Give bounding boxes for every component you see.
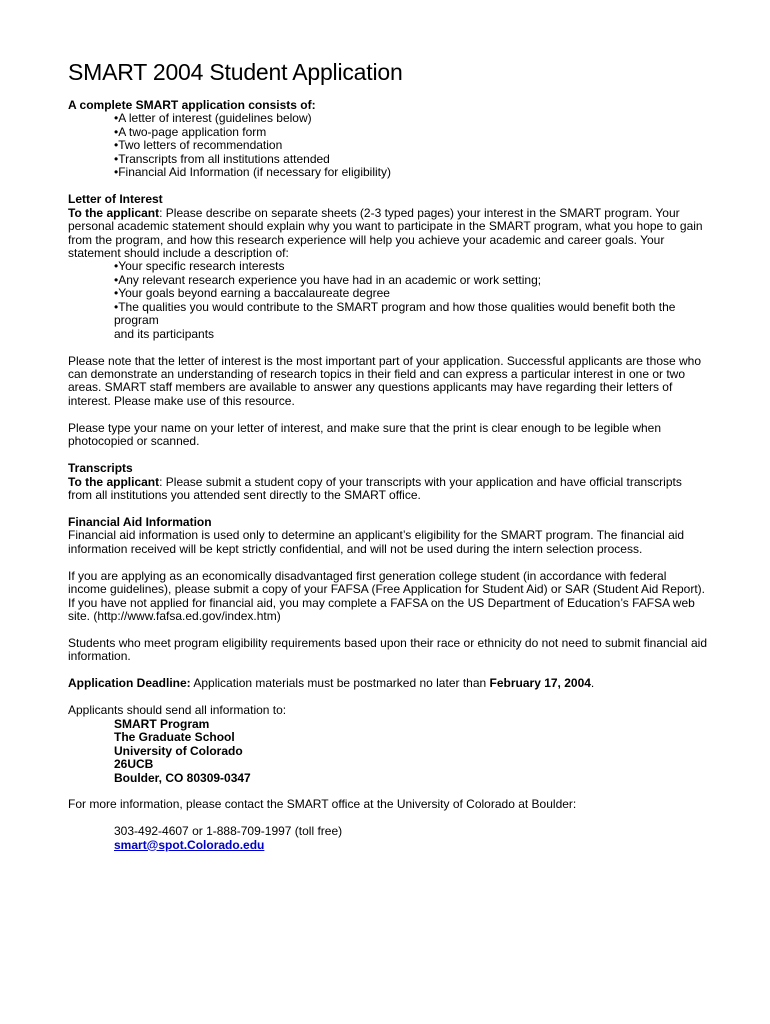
list-item: • Financial Aid Information (if necessary for eligibility) <box>114 166 708 179</box>
requirements-heading: A complete SMART application consists of: <box>68 98 316 112</box>
list-item: • A two-page application form <box>114 126 708 139</box>
list-item: • Your specific research interests <box>114 260 708 273</box>
address-line: SMART Program <box>114 716 210 731</box>
contact-phone: 303-492-4607 or 1-888-709-1997 (toll free) <box>114 824 343 839</box>
contact-email-link[interactable]: smart@spot.Colorado.edu <box>114 837 265 852</box>
letter-list <box>68 260 708 327</box>
financial-paragraph: Financial aid information is used only to determine an applicant’s eligibility for the SMART program. The financial aid information received will be kept strictly confidential, and will not be used during the intern selection process. <box>68 528 685 556</box>
list-item: • The qualities you would contribute to the SMART program and how those qualities would benefit both the program <box>114 301 708 328</box>
financial-paragraph: Students who meet program eligibility requirements based upon their race or ethnicity do not need to submit financial aid information. <box>68 636 708 664</box>
deadline: Application Deadline: Application materials must be postmarked no later than February 17, 2004. <box>68 676 595 691</box>
transcripts-heading: Transcripts <box>68 461 133 476</box>
list-item: • A letter of interest (guidelines below) <box>114 112 708 125</box>
address-line: The Graduate School <box>114 730 235 745</box>
transcripts-instructions: To the applicant: Please submit a student copy of your transcripts with your application and have official transcripts from all institutions you attended sent directly to the SMART office. <box>68 474 682 503</box>
document-page <box>68 58 708 852</box>
address-line: Boulder, CO 80309-0347 <box>114 770 251 785</box>
address-line: University of Colorado <box>114 743 243 758</box>
page-title: SMART 2004 Student Application <box>68 59 403 85</box>
list-item: • Any relevant research experience you have had in an academic or work setting; <box>114 274 708 287</box>
deadline-date: February 17, 2004 <box>489 676 591 691</box>
contact-intro: For more information, please contact the SMART office at the University of Colorado at Boulder: <box>68 797 577 812</box>
requirements-list <box>68 112 708 179</box>
financial-heading: Financial Aid Information <box>68 514 212 529</box>
financial-paragraph: If you are applying as an economically disadvantaged first generation college student (in accordance with federal income guidelines), please submit a copy of your FAFSA (Free Application for Student Aid) or SAR (Student Aid Report). If you have not applied for financial aid, you may complete a FAFSA on the US Department of Education’s FAFSA web site. (http://www.fafsa.ed.gov/index.htm) <box>68 568 705 624</box>
letter-heading: Letter of Interest <box>68 192 163 207</box>
letter-lead: To the applicant <box>68 205 160 220</box>
transcripts-lead: To the applicant <box>68 474 160 489</box>
send-intro: Applicants should send all information to: <box>68 703 287 718</box>
letter-instructions: To the applicant: Please describe on separate sheets (2-3 typed pages) your interest in the SMART program. Your personal academic statement should explain why you want to participate in the SMART program, what you hope to gain from the program, and how this research experience will help you achieve your academic and career goals. Your statement should include a description of: <box>68 205 703 260</box>
list-item: • Transcripts from all institutions attended <box>114 153 708 166</box>
letter-print-note: Please type your name on your letter of interest, and make sure that the print is clear enough to be legible when photocopied or scanned. <box>68 420 662 449</box>
list-item: • Two letters of recommendation <box>114 139 708 152</box>
list-item: • Your goals beyond earning a baccalaureate degree <box>114 287 708 300</box>
address-line: 26UCB <box>114 757 154 772</box>
list-item-continuation: and its participants <box>114 326 215 341</box>
letter-note: Please note that the letter of interest is the most important part of your application. Successful applicants are those who can demonstrate an understanding of research topics in their field and can express a particular interest in one or two areas. SMART staff members are available to answer any questions applicants may have regarding their letters of interest. Please make use of this resource. <box>68 353 702 408</box>
